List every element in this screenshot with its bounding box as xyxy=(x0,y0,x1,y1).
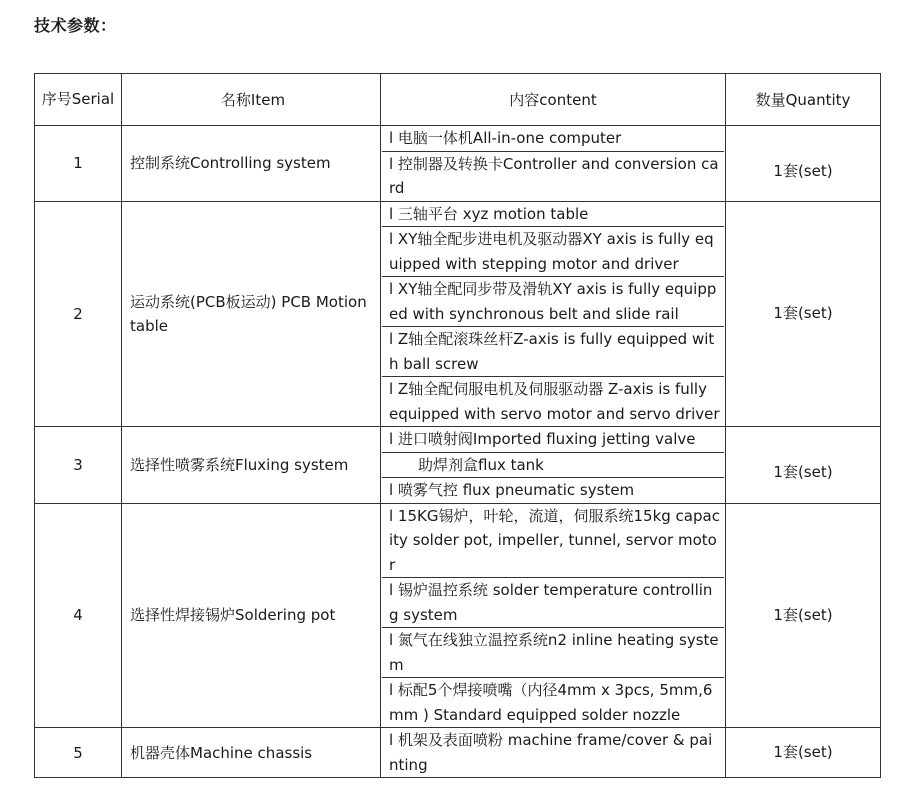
content-item: l 氮气在线独立温控系统n2 inline heating system xyxy=(382,628,724,678)
table-row xyxy=(35,126,881,202)
row-name xyxy=(122,728,381,778)
content-item: l 15KG锡炉，叶轮，流道，伺服系统15kg capacity solder pot, impeller, tunnel, servor motor xyxy=(382,504,724,579)
header-item: 名称Item xyxy=(122,74,381,126)
content-item: l 控制器及转换卡Controller and conversion card xyxy=(389,154,719,197)
row-content xyxy=(381,503,726,728)
header-serial: 序号Serial xyxy=(35,74,122,126)
row-serial: 2 xyxy=(35,201,122,427)
content-item: l Z轴全配伺服电机及伺服驱动器 Z-axis is fully equipped with servo motor and servo driver xyxy=(389,380,720,423)
content-item: l 喷雾气控 flux pneumatic system xyxy=(389,481,635,499)
row-name xyxy=(122,503,381,728)
row-name xyxy=(122,126,381,202)
table-header-row xyxy=(35,74,881,126)
row-serial: 3 xyxy=(35,427,122,504)
section-heading: 技术参数： xyxy=(34,16,117,35)
table-row xyxy=(35,201,881,427)
row-name-text: 机器壳体Machine chassis xyxy=(130,743,313,762)
row-quantity: 1套(set) xyxy=(726,126,881,202)
row-serial: 4 xyxy=(35,503,122,728)
content-item: l 锡炉温控系统 solder temperature controlling system xyxy=(382,578,724,628)
content-item: l 三轴平台 xyz motion table xyxy=(382,202,724,228)
row-serial: 1 xyxy=(35,126,122,202)
table-row xyxy=(35,503,881,728)
row-name-text: 选择性焊接锡炉Soldering pot xyxy=(130,606,336,625)
content-item: l XY轴全配步进电机及驱动器XY axis is fully equipped with stepping motor and driver xyxy=(382,227,724,277)
content-item: l 机架及表面喷粉 machine frame/cover & painting xyxy=(389,731,713,774)
content-item: l 电脑一体机All-in-one computer xyxy=(382,126,724,152)
content-item: l 标配5个焊接喷嘴（内径4mm x 3pcs, 5mm,6mm ) Standard equipped solder nozzle xyxy=(389,681,713,724)
row-content xyxy=(381,201,726,427)
row-quantity: 1套(set) xyxy=(726,201,881,427)
header-content: 内容content xyxy=(381,74,726,126)
table-row xyxy=(35,728,881,778)
row-quantity: 1套(set) xyxy=(726,427,881,504)
header-quantity: 数量Quantity xyxy=(726,74,881,126)
row-name-text: 选择性喷雾系统Fluxing system xyxy=(130,455,349,474)
row-name xyxy=(122,427,381,504)
row-name-text: 控制系统Controlling system xyxy=(130,154,331,173)
row-serial: 5 xyxy=(35,728,122,778)
row-quantity: 1套(set) xyxy=(726,503,881,728)
spec-table xyxy=(34,73,881,778)
content-item: l XY轴全配同步带及滑轨XY axis is fully equipped with synchronous belt and slide rail xyxy=(382,277,724,327)
row-content xyxy=(381,427,726,504)
content-item: l Z轴全配滚珠丝杆Z-axis is fully equipped with ball screw xyxy=(382,327,724,377)
row-content xyxy=(381,728,726,778)
row-quantity: 1套(set) xyxy=(726,728,881,778)
content-item: 助焊剂盒flux tank xyxy=(382,453,724,479)
content-item: l 进口喷射阀Imported fluxing jetting valve xyxy=(382,427,724,453)
table-row xyxy=(35,427,881,504)
row-name-text: 运动系统(PCB板运动) PCB Motion table xyxy=(130,292,367,335)
row-content xyxy=(381,126,726,202)
row-name xyxy=(122,201,381,427)
